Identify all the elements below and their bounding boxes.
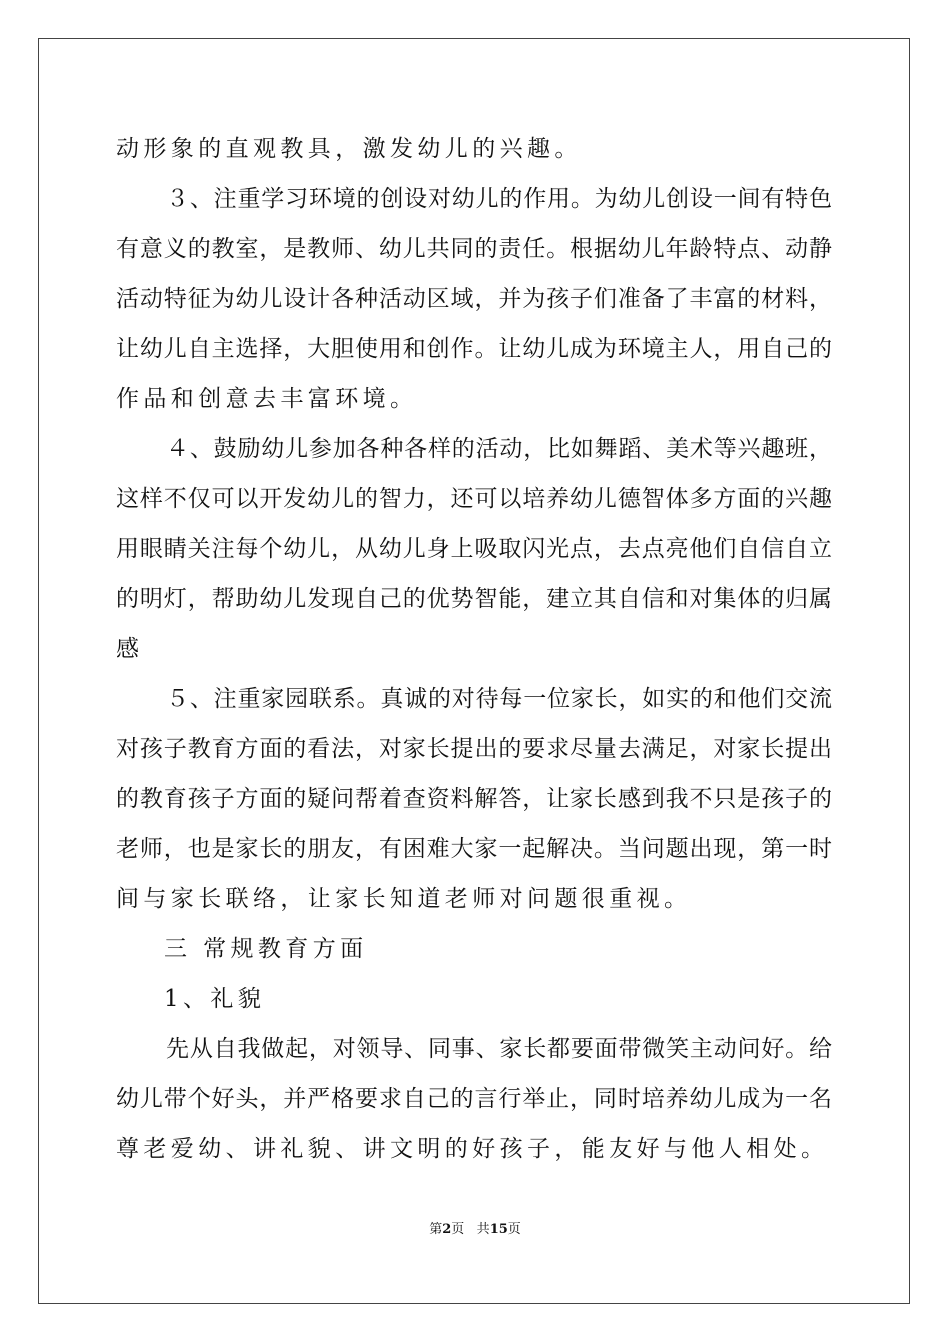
text-line: ３、注重学习环境的创设对幼儿的作用。为幼儿创设一间有特色	[166, 186, 832, 212]
text-line: 活动特征为幼儿设计各种活动区域，并为孩子们准备了丰富的材料，	[116, 286, 832, 312]
text-line: 让幼儿自主选择，大胆使用和创作。让幼儿成为环境主人，用自己的	[116, 336, 832, 362]
text-line: 这样不仅可以开发幼儿的智力，还可以培养幼儿德智体多方面的兴趣	[116, 486, 832, 512]
footer-page-prefix: 第	[429, 1222, 443, 1237]
text-line: 感	[116, 636, 144, 662]
text-line: ５、注重家园联系。真诚的对待每一位家长，如实的和他们交流	[166, 686, 832, 712]
text-line: 老师，也是家长的朋友，有困难大家一起解决。当问题出现，第一时	[116, 836, 832, 862]
footer-page-number: 2	[442, 1222, 452, 1237]
text-line: 三 常规教育方面	[164, 936, 368, 962]
text-line: 动形象的直观教具，激发幼儿的兴趣。	[116, 136, 582, 162]
text-line: 先从自我做起，对领导、同事、家长都要面带微笑主动问好。给	[166, 1036, 832, 1062]
footer-total-suffix: 页	[507, 1222, 521, 1237]
text-line: 有意义的教室，是教师、幼儿共同的责任。根据幼儿年龄特点、动静	[116, 236, 832, 262]
text-line: 用眼睛关注每个幼儿，从幼儿身上吸取闪光点，去点亮他们自信自立	[116, 536, 832, 562]
text-line: 作品和创意去丰富环境。	[116, 386, 418, 412]
document-body	[116, 124, 832, 1174]
text-line: 的教育孩子方面的疑问帮着查资料解答，让家长感到我不只是孩子的	[116, 786, 832, 812]
text-line: 对孩子教育方面的看法，对家长提出的要求尽量去满足，对家长提出	[116, 736, 832, 762]
page-footer	[0, 1220, 950, 1240]
text-line: 尊老爱幼、讲礼貌、讲文明的好孩子，能友好与他人相处。	[116, 1136, 829, 1162]
text-line: 1、礼貌	[164, 986, 266, 1012]
text-line: 幼儿带个好头，并严格要求自己的言行举止，同时培养幼儿成为一名	[116, 1086, 832, 1112]
footer-total-prefix: 共	[476, 1222, 490, 1237]
footer-total-pages: 15	[489, 1222, 508, 1237]
footer-page-suffix: 页	[451, 1222, 465, 1237]
text-line: 间与家长联络，让家长知道老师对问题很重视。	[116, 886, 692, 912]
text-line: 的明灯，帮助幼儿发现自己的优势智能，建立其自信和对集体的归属	[116, 586, 832, 612]
text-line: ４、鼓励幼儿参加各种各样的活动，比如舞蹈、美术等兴趣班，	[166, 436, 832, 462]
